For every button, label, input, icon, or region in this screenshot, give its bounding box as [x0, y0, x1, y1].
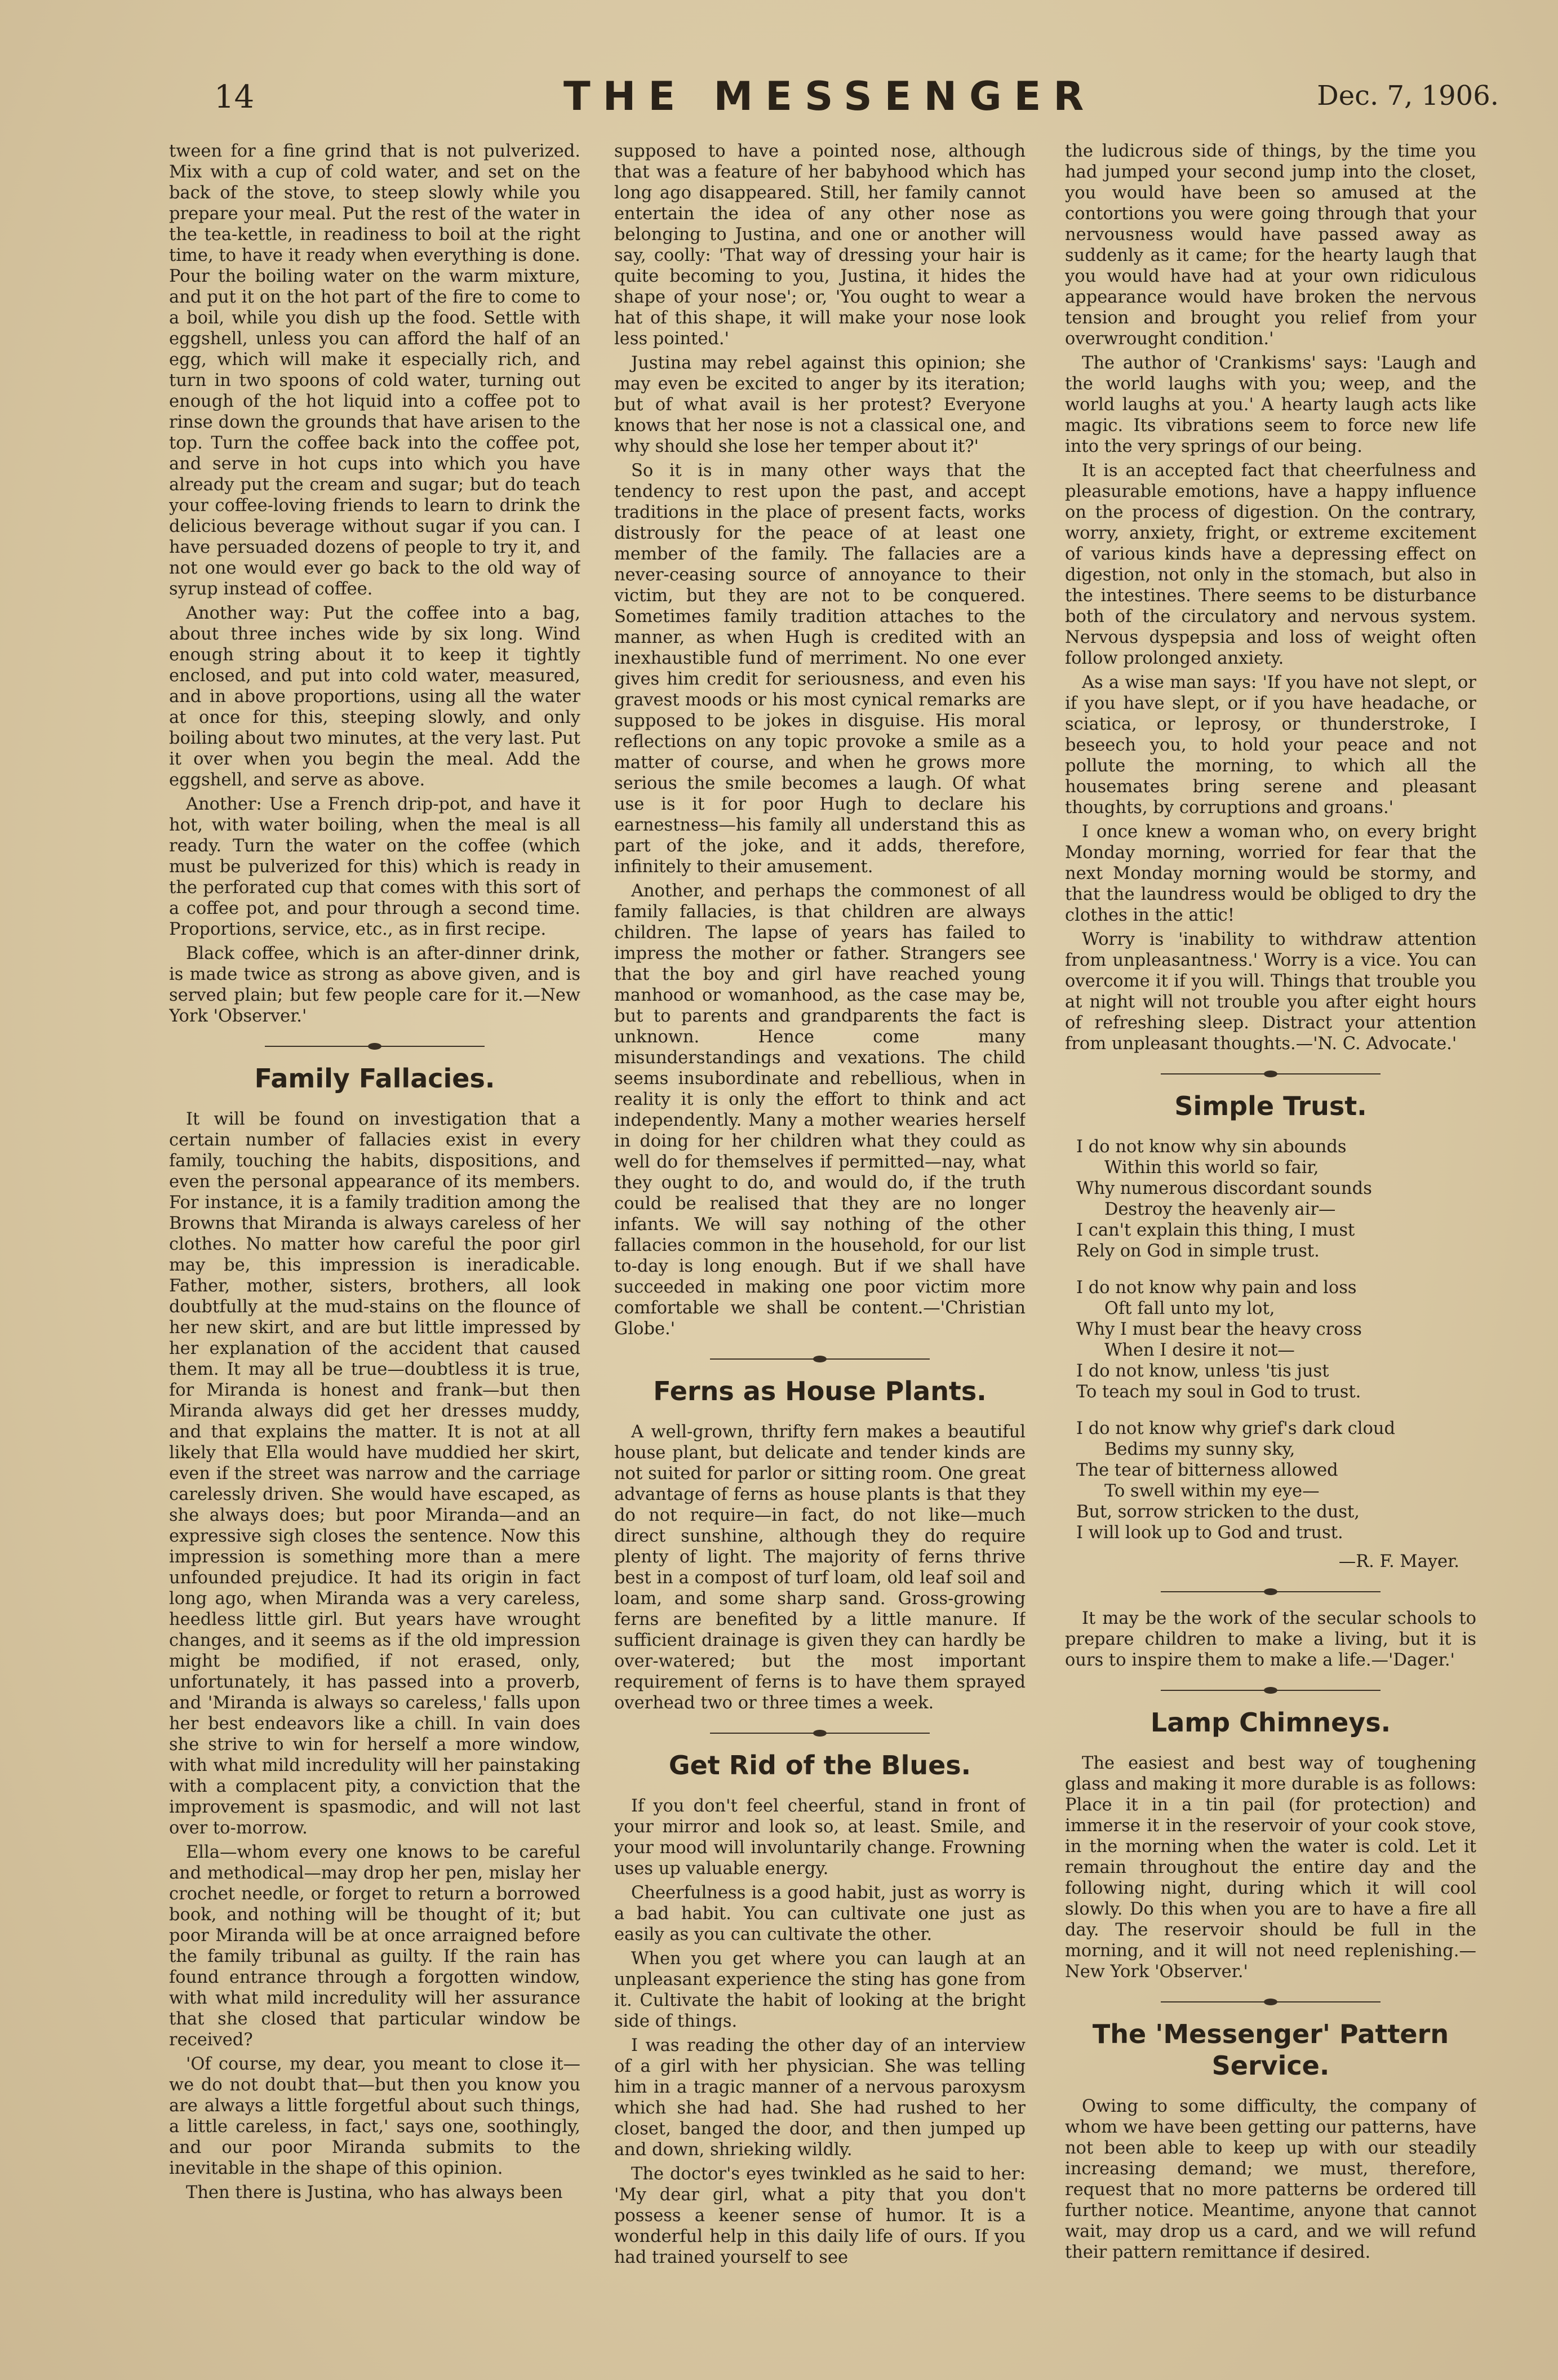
- headline-family-fallacies: Family Fallacies.: [254, 1063, 495, 1094]
- poem-line: To swell within my eye—: [1104, 1481, 1320, 1501]
- article-paragraph: It is an accepted fact that cheerfulness and pleasurable emotions, have a happy influence on the process of digestion. On the contrary, worry, anxiety, fright, or extreme excitement of various kinds have a depressing effect on digestion, not only in the stomach, but also in the intestines. There seems to be disturbance both of the circulatory and nervous system. Nervous dyspepsia and loss of weight often follow prolonged anxiety.: [1065, 461, 1476, 668]
- poem-line: I do not know, unless 'tis just: [1076, 1361, 1329, 1381]
- poem-line: Bedims my sunny sky,: [1104, 1440, 1295, 1459]
- section-divider: [614, 1728, 1026, 1738]
- article-paragraph: Worry is 'inability to withdraw attention from unpleasantness.' Worry is a vice. You can overcome it if you will. Things that trouble you at night will not trouble you after eight hours of refreshing sleep. Distract your attention from unpleasant thoughts.—'N. C. Advocate.': [1065, 930, 1476, 1054]
- headline-lamp-chimneys: Lamp Chimneys.: [1150, 1707, 1391, 1738]
- poem-line: Within this world so fair,: [1104, 1158, 1319, 1178]
- poem-line: Why numerous discordant sounds: [1076, 1179, 1372, 1198]
- article-paragraph: The author of 'Crankisms' says: 'Laugh and the world laughs with you; weep, and the world laughs at you.' A hearty laugh acts like magic. Its vibrations seem to force new life into the very springs of our being.: [1065, 353, 1476, 456]
- article-paragraph: Justina may rebel against this opinion; she may even be excited to anger by its iteration; but of what avail is her protest? Everyone knows that her nose is not a classical one, and why should she lose her temper about it?': [614, 353, 1026, 456]
- article-paragraph: When you get where you can laugh at an unpleasant experience the sting has gone from it. Cultivate the habit of looking at the bright side of things.: [614, 1949, 1026, 2031]
- masthead: THE MESSENGER: [563, 73, 1097, 119]
- column-3: [1065, 141, 1476, 2310]
- section-divider: [1065, 1069, 1476, 1079]
- section-divider: [169, 1041, 580, 1051]
- article-paragraph: Ella—whom every one knows to be careful and methodical—may drop her pen, mislay her crochet needle, or forget to return a borrowed book, and nothing will be thought of it; but poor Miranda will be at once arraigned before the family tribunal as guilty. If the rain has found entrance through a forgotten window, with what mild incredulity will her assurance that she closed that particular window be received?: [169, 1842, 580, 2050]
- article-paragraph: So it is in many other ways that the tendency to rest upon the past, and accept traditions in the place of present facts, works distrously for the peace of at least one member of the family. The fallacies are a never-ceasing source of annoyance to their victim, but they are not to be conquered. Sometimes family tradition attaches to the manner, as when Hugh is credited with an inexhaustible fund of merriment. No one ever gives him credit for seriousness, and even his gravest moods or his most cynical remarks are supposed to be jokes in disguise. His moral reflections on any topic provoke a smile as a matter of course, and when he grows more serious the smile becomes a laugh. Of what use is it for poor Hugh to declare his earnestness—his family all understand this as part of the joke, and it adds, therefore, infinitely to their amusement.: [614, 461, 1026, 877]
- poem-line: I do not know why sin abounds: [1076, 1137, 1347, 1157]
- poem-line: To teach my soul in God to trust.: [1076, 1382, 1361, 1402]
- poem-line: But, sorrow stricken to the dust,: [1076, 1502, 1360, 1522]
- headline-pattern-service: The 'Messenger' Pattern Service.: [1092, 2019, 1449, 2081]
- coffee-paragraph: Another way: Put the coffee into a bag, about three inches wide by six long. Wind enough string about it to keep it tightly enclosed, and put into cold water, measured, and in above proportions, using all the water at once for this, steeping slowly, and only boiling about two minutes, at the very last. Put it over when you begin the meal. Add the eggshell, and serve as above.: [169, 603, 580, 790]
- poem-line: I do not know why pain and loss: [1076, 1278, 1357, 1298]
- section-divider: [1065, 1997, 1476, 2007]
- poem-line: I do not know why grief's dark cloud: [1076, 1419, 1396, 1438]
- article-paragraph: Another, and perhaps the commonest of all family fallacies, is that children are always children. The lapse of years has failed to impress the mother or father. Strangers see that the boy and girl have reached young manhood or womanhood, as the case may be, but to parents and grandparents the fact is unknown. Hence come many misunderstandings and vexations. The child seems insubordinate and rebellious, when in reality it is only the effort to think and act independently. Many a mother wearies herself in doing for her children what they could as well do for themselves if permitted—nay, what they ought to do, and would do, if the truth could be realised that they are no longer infants. We will say nothing of the other fallacies common in the household, for our list to-day is long enough. But if we shall have succeeded in making one poor victim more comfortable we shall be content.—'Christian Globe.': [614, 881, 1026, 1339]
- headline-ferns: Ferns as House Plants.: [653, 1376, 987, 1406]
- column-1: [169, 141, 580, 2310]
- headline-blues: Get Rid of the Blues.: [668, 1750, 971, 1780]
- article-paragraph: Owing to some difficulty, the company of whom we have been getting our patterns, have not been able to keep up with our steadily increasing demand; we must, therefore, request that no more patterns be ordered till further notice. Meantime, anyone that cannot wait, may drop us a card, and we will refund their pattern remittance if desired.: [1065, 2097, 1476, 2262]
- poem-stanza: [1065, 1418, 1476, 1543]
- poem-line: Rely on God in simple trust.: [1076, 1241, 1320, 1261]
- page-header: [214, 73, 1499, 135]
- issue-date: Dec. 7, 1906.: [1317, 80, 1499, 112]
- article-paragraph: As a wise man says: 'If you have not slept, or if you have slept, or if you have headache, or sciatica, or leprosy, or thunderstroke, I beseech you, to hold your peace and not pollute the morning, to which all the housemates bring serene and pleasant thoughts, by corruptions and groans.': [1065, 673, 1476, 818]
- poem-line: The tear of bitterness allowed: [1076, 1460, 1338, 1480]
- coffee-paragraph: tween for a fine grind that is not pulverized. Mix with a cup of cold water, and set on the back of the stove, to steep slowly while you prepare your meal. Put the rest of the water in the tea-kettle, in readiness to boil at the right time, to have it ready when everything is done. Pour the boiling water on the warm mixture, and put it on the hot part of the fire to come to a boil, while you dish up the food. Settle with eggshell, unless you can afford the half of an egg, which will make it especially rich, and turn in two spoons of cold water, turning out enough of the hot liquid into a coffee pot to rinse down the grounds that have arisen to the top. Turn the coffee back into the coffee pot, and serve in hot cups into which you have already put the cream and sugar; but do teach your coffee-loving friends to learn to drink the delicious beverage without sugar if you can. I have persuaded dozens of people to try it, and not one would ever go back to the old way of syrup instead of coffee.: [169, 141, 580, 599]
- section-divider: [1065, 1587, 1476, 1597]
- section-divider: [614, 1354, 1026, 1364]
- article-paragraph: The doctor's eyes twinkled as he said to her: 'My dear girl, what a pity that you don't possess a keener sense of humor. It is a wonderful help in this daily life of ours. If you had trained yourself to see: [614, 2164, 1026, 2267]
- section-divider: [1065, 1685, 1476, 1695]
- article-paragraph: The easiest and best way of toughening glass and making it more durable is as follows: Place it in a tin pail (for protection) and immerse it in the reservoir of your cook stove, in the morning when the water is cold. Let it remain throughout the entire day and the following night, during which it will cool slowly. Do this when you are to have a fire all day. The reservoir should be full in the morning, and it will not need replenishing.—New York 'Observer.': [1065, 1753, 1476, 1982]
- article-paragraph: supposed to have a pointed nose, although that was a feature of her babyhood which has long ago disappeared. Still, her family cannot entertain the idea of any other nose as belonging to Justina, and one or another will say, coolly: 'That way of dressing your hair is quite becoming to you, Justina, it hides the shape of your nose'; or, 'You ought to wear a hat of this shape, it will make your nose look less pointed.': [614, 141, 1026, 349]
- column-2: [614, 141, 1026, 2310]
- article-paragraph: If you don't feel cheerful, stand in front of your mirror and look so, at least. Smile, and your mood will involuntarily change. Frowning uses up valuable energy.: [614, 1796, 1026, 1879]
- poem-line: When I desire it not—: [1104, 1340, 1295, 1360]
- article-paragraph: A well-grown, thrifty fern makes a beautiful house plant, but delicate and tender kinds are not suited for parlor or sitting room. One great advantage of ferns as house plants is that they do not require—in fact, do not like—much direct sunshine, although they do require plenty of light. The majority of ferns thrive best in a compost of turf loam, old leaf soil and loam, and some sharp sand. Gross-growing ferns are benefited by a little manure. If sufficient drainage is given they can hardly be over-watered; but the most important requirement of ferns is to have them sprayed overhead two or three times a week.: [614, 1422, 1026, 1713]
- article-paragraph: Cheerfulness is a good habit, just as worry is a bad habit. You can cultivate one just as easily as you can cultivate the other.: [614, 1883, 1026, 1944]
- article-paragraph: I once knew a woman who, on every bright Monday morning, worried for fear that the next Monday morning would be stormy, and that the laundress would be obliged to dry the clothes in the attic!: [1065, 822, 1476, 925]
- article-paragraph: I was reading the other day of an interview of a girl with her physician. She was telling him in a tragic manner of a nervous paroxysm which she had had. She had rushed to her closet, banged the door, and then jumped up and down, shrieking wildly.: [614, 2036, 1026, 2160]
- quote-paragraph: It may be the work of the secular schools to prepare children to make a living, but it is ours to inspire them to make a life.—'Dager.': [1065, 1609, 1476, 1670]
- article-paragraph: Then there is Justina, who has always been: [186, 2183, 563, 2203]
- article-paragraph: It will be found on investigation that a certain number of fallacies exist in every family, touching the habits, dispositions, and even the personal appearance of its members. For instance, it is a family tradition among the Browns that Miranda is always careless of her clothes. No matter how careful the poor girl may be, this impression is ineradicable. Father, mother, sisters, brothers, all look doubtfully at the mud-stains on the flounce of her new skirt, and are but little impressed by her explanation of the accident that caused them. It may all be true—doubtless it is true, for Miranda is honest and frank—but then Miranda always did get her dresses muddy, and that explains the matter. It is not at all likely that Ella would have muddied her skirt, even if the street was narrow and the carriage carelessly driven. She would have escaped, as she always does; but poor Miranda—and an expressive sigh closes the sentence. Now this impression is something more than a mere unfounded prejudice. It had its origin in fact long ago, when Miranda was a very careless, heedless little girl. But years have wrought changes, and it seems as if the old impression might be modified, if not erased, only, unfortunately, it has passed into a proverb, and 'Miranda is always so careless,' falls upon her best endeavors like a chill. In vain does she strive to win for herself a more window, with what mild incredulity will her painstaking with a complacent pity, a conviction that the improvement is spasmodic, and will not last over to-morrow.: [169, 1109, 580, 1838]
- poem: [1065, 1136, 1476, 1572]
- poem-stanza: [1065, 1277, 1476, 1402]
- poem-line: I can't explain this thing, I must: [1076, 1220, 1355, 1240]
- headline-simple-trust: Simple Trust.: [1174, 1091, 1367, 1121]
- page-number: 14: [214, 79, 255, 116]
- poem-line: Destroy the heavenly air—: [1104, 1200, 1336, 1219]
- article-paragraph: 'Of course, my dear, you meant to close it—we do not doubt that—but then you know you are always a little forgetful about such things, a little careless, in fact,' says one, soothingly, and our poor Miranda submits to the inevitable in the shape of this opinion.: [169, 2054, 580, 2178]
- article-paragraph: the ludicrous side of things, by the time you had jumped your second jump into the closet, you would have been so amused at the contortions you were going through that your nervousness would have passed away as suddenly as it came; for the hearty laugh that you would have had at your own ridiculous appearance would have broken the nervous tension and brought you relief from your overwrought condition.': [1065, 141, 1476, 349]
- poem-stanza: [1065, 1136, 1476, 1262]
- coffee-paragraph: Another: Use a French drip-pot, and have it hot, with water boiling, when the meal is all ready. Turn the water on the coffee (which must be pulverized for this) which is ready in the perforated cup that comes with this sort of a coffee pot, and pour through a second time. Proportions, service, etc., as in first recipe.: [169, 794, 580, 939]
- poem-line: Oft fall unto my lot,: [1104, 1299, 1275, 1318]
- poem-author: —R. F. Mayer.: [1338, 1552, 1459, 1571]
- poem-line: I will look up to God and trust.: [1076, 1523, 1343, 1543]
- poem-line: Why I must bear the heavy cross: [1076, 1320, 1362, 1339]
- coffee-paragraph: Black coffee, which is an after-dinner drink, is made twice as strong as above given, and is served plain; but few people care for it.—New York 'Observer.': [169, 944, 580, 1026]
